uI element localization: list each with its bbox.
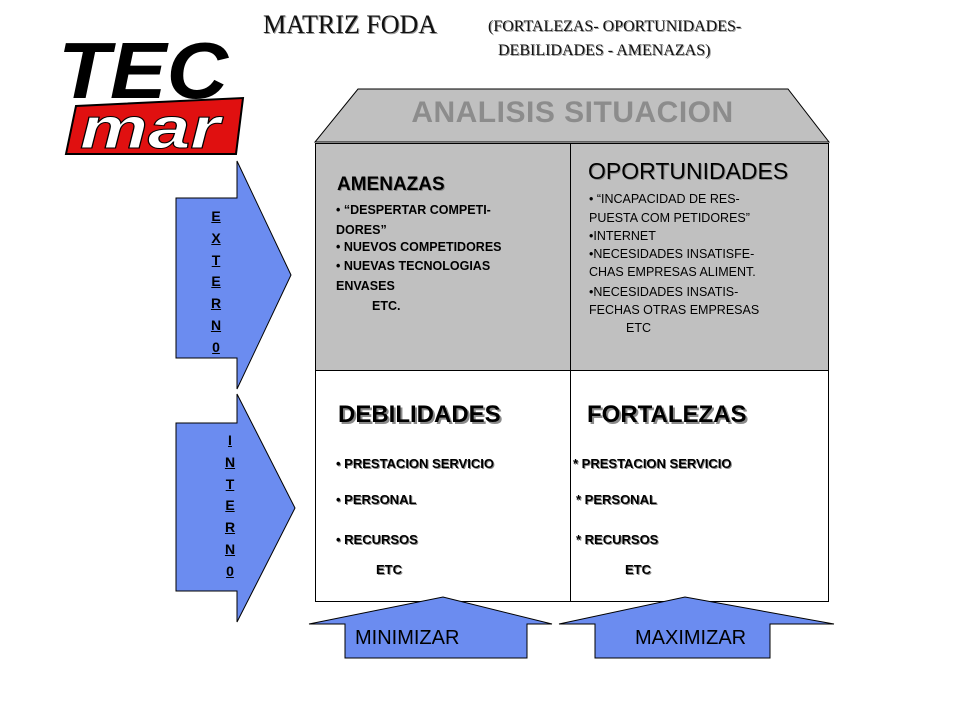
debilidades-item: • PRESTACION SERVICIO — [336, 456, 494, 471]
quadrant-fortalezas — [570, 370, 829, 602]
amenazas-line: ENVASES — [336, 279, 395, 293]
title-main: MATRIZ FODA — [263, 10, 438, 39]
debilidades-title: DEBILIDADES — [338, 401, 501, 428]
amenazas-title: AMENAZAS — [337, 174, 445, 195]
oportunidades-line: CHAS EMPRESAS ALIMENT. — [589, 265, 756, 279]
tecmar-logo — [58, 30, 248, 160]
fortalezas-item: ETC — [625, 562, 651, 577]
amenazas-line: DORES” — [336, 223, 387, 237]
externo-arrow — [175, 160, 293, 390]
debilidades-item: • PERSONAL — [336, 492, 417, 507]
debilidades-item: • RECURSOS — [336, 532, 418, 547]
interno-label: I N T E R N 0 — [224, 432, 236, 579]
amenazas-line: • NUEVAS TECNOLOGIAS — [336, 259, 491, 273]
maximizar-label: MAXIMIZAR — [635, 627, 747, 649]
quadrant-debilidades — [315, 370, 571, 602]
amenazas-line: • NUEVOS COMPETIDORES — [336, 240, 502, 254]
debilidades-item: ETC — [376, 562, 402, 577]
roof-label: ANALISIS SITUACION — [411, 96, 734, 129]
oportunidades-line: ETC — [626, 321, 651, 335]
fortalezas-title: FORTALEZAS — [587, 401, 747, 428]
oportunidades-title: OPORTUNIDADES — [588, 158, 789, 184]
fortalezas-item: * PRESTACION SERVICIO — [573, 456, 732, 471]
oportunidades-line: PUESTA COM PETIDORES” — [589, 211, 750, 225]
oportunidades-line: •INTERNET — [589, 229, 656, 243]
quadrant-amenazas — [315, 143, 571, 371]
quadrant-oportunidades — [570, 143, 829, 371]
fortalezas-item: * PERSONAL — [576, 492, 657, 507]
fortalezas-item: * RECURSOS — [576, 532, 659, 547]
minimizar-label: MINIMIZAR — [355, 627, 460, 649]
externo-label: E X T E R N 0 — [210, 208, 222, 355]
amenazas-line: ETC. — [372, 299, 401, 313]
oportunidades-line: •NECESIDADES INSATISFE- — [589, 247, 755, 261]
logo-text-tec: TEC — [58, 30, 230, 115]
oportunidades-line: FECHAS OTRAS EMPRESAS — [589, 303, 760, 317]
title-subtitle-line2: DEBILIDADES - AMENAZAS) — [498, 42, 711, 59]
oportunidades-line: • “INCAPACIDAD DE RES- — [589, 192, 740, 206]
amenazas-line: • “DESPERTAR COMPETI- — [336, 203, 491, 217]
oportunidades-line: •NECESIDADES INSATIS- — [589, 285, 739, 299]
logo-text-mar: mar — [80, 96, 225, 160]
title-subtitle-line1: (FORTALEZAS- OPORTUNIDADES- — [488, 18, 742, 35]
